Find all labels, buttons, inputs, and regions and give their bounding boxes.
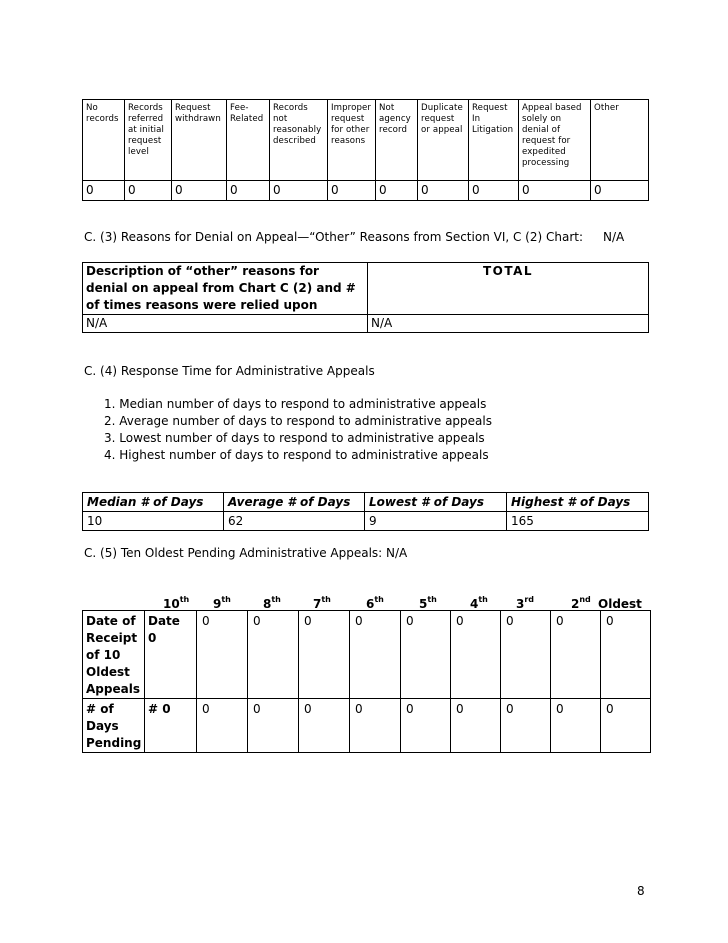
reasons-header-cell: Records not reasonably described xyxy=(270,100,328,181)
date-of-receipt-value: 0 xyxy=(601,611,651,699)
ordinal-number: 10 xyxy=(163,597,180,611)
other-reasons-total-value: N/A xyxy=(368,315,649,333)
response-time-value-row xyxy=(83,512,649,531)
response-time-list-item: 1. Median number of days to respond to administrative appeals xyxy=(104,397,487,411)
page-number: 8 xyxy=(637,884,645,898)
response-time-header-row xyxy=(83,493,649,512)
reasons-value-cell: 0 xyxy=(519,181,591,201)
days-pending-value: 0 xyxy=(401,699,451,753)
median-days-header: Median # of Days xyxy=(83,493,224,512)
ordinal-suffix: rd xyxy=(524,595,535,604)
response-time-list-item: 3. Lowest number of days to respond to administrative appeals xyxy=(104,431,485,445)
section-c3-heading: C. (3) Reasons for Denial on Appeal—“Other” Reasons from Section VI, C (2) Chart: xyxy=(84,230,584,244)
other-reasons-header-row xyxy=(83,263,649,315)
ordinal-suffix: th xyxy=(221,595,231,604)
days-pending-sublabel: # 0 xyxy=(145,699,197,753)
reasons-header-cell: Fee-Related xyxy=(227,100,270,181)
date-of-receipt-value: 0 xyxy=(401,611,451,699)
ordinal-number: 2 xyxy=(571,597,580,611)
oldest-appeals-table xyxy=(82,610,651,753)
ordinal-suffix: th xyxy=(478,595,488,604)
other-reasons-table xyxy=(82,262,649,333)
reasons-header-row xyxy=(83,100,649,181)
reasons-value-cell: 0 xyxy=(376,181,418,201)
reasons-for-denial-table xyxy=(82,99,649,201)
ordinal-suffix: th xyxy=(179,595,190,604)
other-reasons-description-header: Description of “other” reasons for denial on appeal from Chart C (2) and # of times reasons were relied upon xyxy=(83,263,368,315)
date-of-receipt-value: 0 xyxy=(451,611,501,699)
reasons-value-cell: 0 xyxy=(83,181,125,201)
section-c5-heading: C. (5) Ten Oldest Pending Administrative Appeals: N/A xyxy=(84,546,408,560)
ordinal-oldest-label: Oldest xyxy=(598,597,642,611)
ordinal-number: 3 xyxy=(516,597,525,611)
ordinal-number: 4 xyxy=(470,597,479,611)
section-c3-heading-value: N/A xyxy=(603,230,625,244)
reasons-header-cell: Duplicate request or appeal xyxy=(418,100,469,181)
section-c4-heading: C. (4) Response Time for Administrative Appeals xyxy=(84,364,375,378)
date-of-receipt-value: 0 xyxy=(248,611,299,699)
reasons-header-cell: Records referred at initial request level xyxy=(125,100,172,181)
date-of-receipt-label: Date of Receipt of 10 Oldest Appeals xyxy=(83,611,145,699)
reasons-header-cell: Other xyxy=(591,100,649,181)
ordinal-number: 8 xyxy=(263,597,272,611)
ordinal-suffix: nd xyxy=(579,595,591,604)
highest-days-header: Highest # of Days xyxy=(507,493,649,512)
days-pending-label: # of Days Pending xyxy=(83,699,145,753)
reasons-value-cell: 0 xyxy=(469,181,519,201)
response-time-list-item: 2. Average number of days to respond to administrative appeals xyxy=(104,414,492,428)
reasons-header-cell: Request In Litigation xyxy=(469,100,519,181)
days-pending-value: 0 xyxy=(601,699,651,753)
ordinal-number: 6 xyxy=(366,597,375,611)
reasons-header-cell: Request withdrawn xyxy=(172,100,227,181)
days-pending-value: 0 xyxy=(501,699,551,753)
response-time-table xyxy=(82,492,649,531)
other-reasons-total-header: TOTAL xyxy=(368,263,649,315)
days-pending-value: 0 xyxy=(350,699,401,753)
days-pending-value: 0 xyxy=(299,699,350,753)
days-pending-value: 0 xyxy=(248,699,299,753)
ordinal-number: 7 xyxy=(313,597,322,611)
average-days-header: Average # of Days xyxy=(224,493,365,512)
average-days-value: 62 xyxy=(224,512,365,531)
reasons-header-cell: Not agency record xyxy=(376,100,418,181)
days-pending-value: 0 xyxy=(451,699,501,753)
days-pending-value: 0 xyxy=(197,699,248,753)
reasons-value-cell: 0 xyxy=(227,181,270,201)
reasons-value-cell: 0 xyxy=(591,181,649,201)
response-time-list-item: 4. Highest number of days to respond to administrative appeals xyxy=(104,448,489,462)
date-of-receipt-value: 0 xyxy=(551,611,601,699)
reasons-value-row xyxy=(83,181,649,201)
reasons-value-cell: 0 xyxy=(418,181,469,201)
date-of-receipt-value: 0 xyxy=(350,611,401,699)
reasons-value-cell: 0 xyxy=(270,181,328,201)
reasons-value-cell: 0 xyxy=(125,181,172,201)
date-of-receipt-value: 0 xyxy=(299,611,350,699)
date-of-receipt-value: 0 xyxy=(501,611,551,699)
reasons-header-cell: Appeal based solely on denial of request for expedited processing xyxy=(519,100,591,181)
reasons-value-cell: 0 xyxy=(328,181,376,201)
ordinal-suffix: th xyxy=(374,595,384,604)
median-days-value: 10 xyxy=(83,512,224,531)
lowest-days-value: 9 xyxy=(365,512,507,531)
reasons-header-cell: No records xyxy=(83,100,125,181)
days-pending-row xyxy=(83,699,651,753)
other-reasons-description-value: N/A xyxy=(83,315,368,333)
ordinal-suffix: th xyxy=(427,595,437,604)
ordinal-number: 5 xyxy=(419,597,428,611)
days-pending-value: 0 xyxy=(551,699,601,753)
ordinal-number: 9 xyxy=(213,597,222,611)
date-of-receipt-sublabel: Date 0 xyxy=(145,611,197,699)
reasons-value-cell: 0 xyxy=(172,181,227,201)
date-of-receipt-row xyxy=(83,611,651,699)
highest-days-value: 165 xyxy=(507,512,649,531)
other-reasons-value-row xyxy=(83,315,649,333)
reasons-header-cell: Improper request for other reasons xyxy=(328,100,376,181)
date-of-receipt-value: 0 xyxy=(197,611,248,699)
ordinal-suffix: th xyxy=(271,595,281,604)
lowest-days-header: Lowest # of Days xyxy=(365,493,507,512)
ordinal-suffix: th xyxy=(321,595,331,604)
